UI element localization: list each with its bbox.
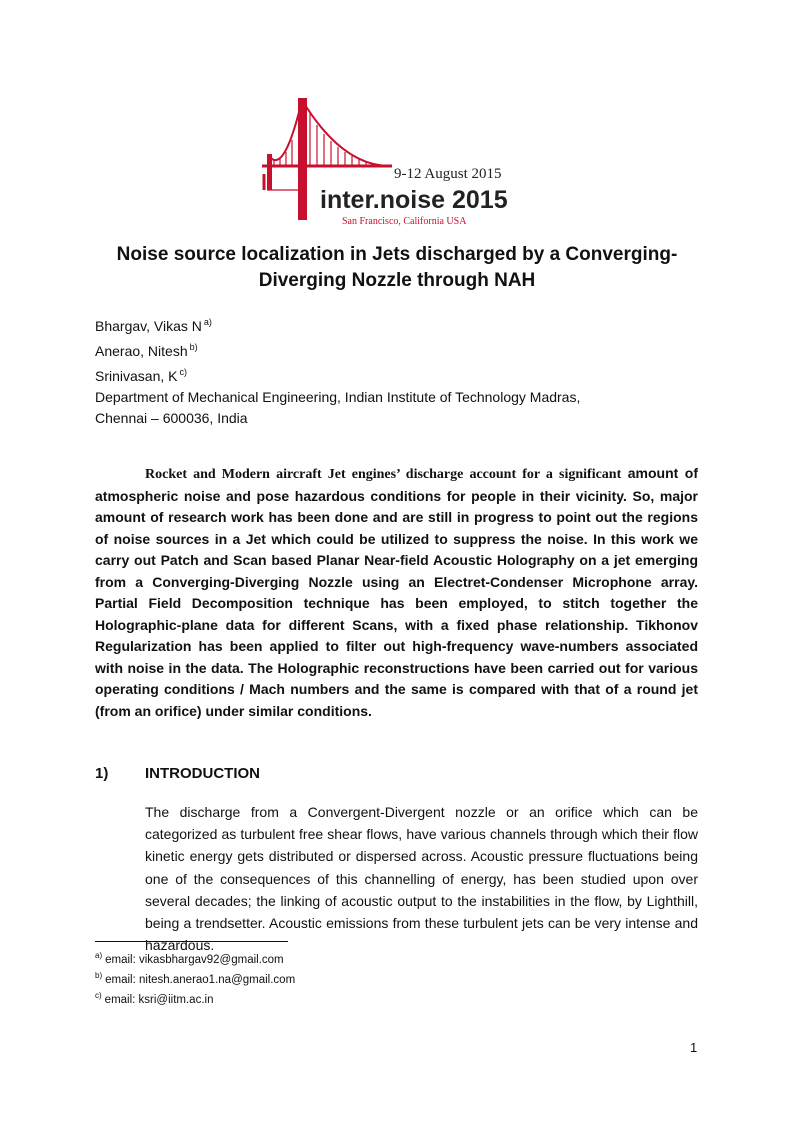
section-title: INTRODUCTION bbox=[145, 765, 260, 782]
paper-title bbox=[60, 242, 734, 294]
author-1: Bhargav, Vikas N $^{a)}$ bbox=[95, 317, 212, 334]
abstract bbox=[95, 463, 698, 722]
logo-location: San Francisco, California USA bbox=[342, 216, 467, 226]
footnote-divider bbox=[95, 941, 288, 942]
title-line-1: Noise source localization in Jets discharged by a Converging- bbox=[116, 244, 678, 265]
footnote-2: $^{b)}$ email: nitesh.anerao1.na@gmail.com bbox=[95, 971, 296, 986]
author-3: Srinivasan, K $^{c)}$ bbox=[95, 367, 187, 384]
affiliation-line-1: Department of Mechanical Engineering, Indian Institute of Technology Madras, bbox=[95, 389, 581, 405]
footnote-3: $^{c)}$ email: ksri@iitm.ac.in bbox=[95, 991, 214, 1006]
logo-date: 9-12 August 2015 bbox=[394, 166, 502, 182]
author-block bbox=[95, 312, 580, 429]
footnote-1: $^{a)}$ email: vikasbhargav92@gmail.com bbox=[95, 951, 284, 966]
introduction-paragraph: The discharge from a Convergent-Divergent nozzle or an orifice which can be categorized as turbulent free shear flows, have various channels through which their flow kinetic energy gets distributed or dispersed across. Acoustic pressure fluctuations being one of the consequences of this channelling of energy, has been studied upon over several decades; the linking of acoustic output to the instabilities in the flow, by Lighthill, being a trendsetter. Acoustic emissions from these turbulent jets can be very intense and hazardous. bbox=[145, 804, 698, 954]
title-line-2: Diverging Nozzle through NAH bbox=[258, 270, 536, 291]
logo-brand: inter.noise 2015 bbox=[320, 186, 508, 214]
golden-gate-bridge-icon bbox=[262, 96, 537, 226]
footnotes bbox=[95, 948, 295, 1008]
page-number: 1 bbox=[690, 1040, 698, 1055]
abstract-body: amount of atmospheric noise and pose hazardous conditions for people in their vicinity. So, major amount of research work has been done and are still in progress to point out the regions of noise sources in a Jet which could be utilized to suppress the noise. In this work we carry out Patch and Scan based Planar Near-field Acoustic Holography on a jet emerging from a Converging-Diverging Nozzle using an Electret-Condenser Microphone array. Partial Field Decomposition technique has been employed, to stitch together the Holographic-plane data for different Scans, with a fixed phase relationship. Tikhonov Regularization has been applied to filter out high-frequency wave-numbers associated with noise in the data. The Holographic reconstructions have been carried out for various operating conditions / Mach numbers and the same is compared with that of a round jet (from an orifice) under similar conditions. bbox=[95, 465, 699, 719]
abstract-lead: Rocket and Modern aircraft Jet engines’ discharge account for a significant bbox=[145, 467, 622, 482]
affiliation-line-2: Chennai – 600036, India bbox=[95, 410, 248, 426]
conference-logo bbox=[262, 96, 537, 226]
section-number: 1) bbox=[95, 765, 109, 782]
author-2: Anerao, Nitesh $^{b)}$ bbox=[95, 342, 198, 359]
section-heading bbox=[95, 765, 260, 782]
